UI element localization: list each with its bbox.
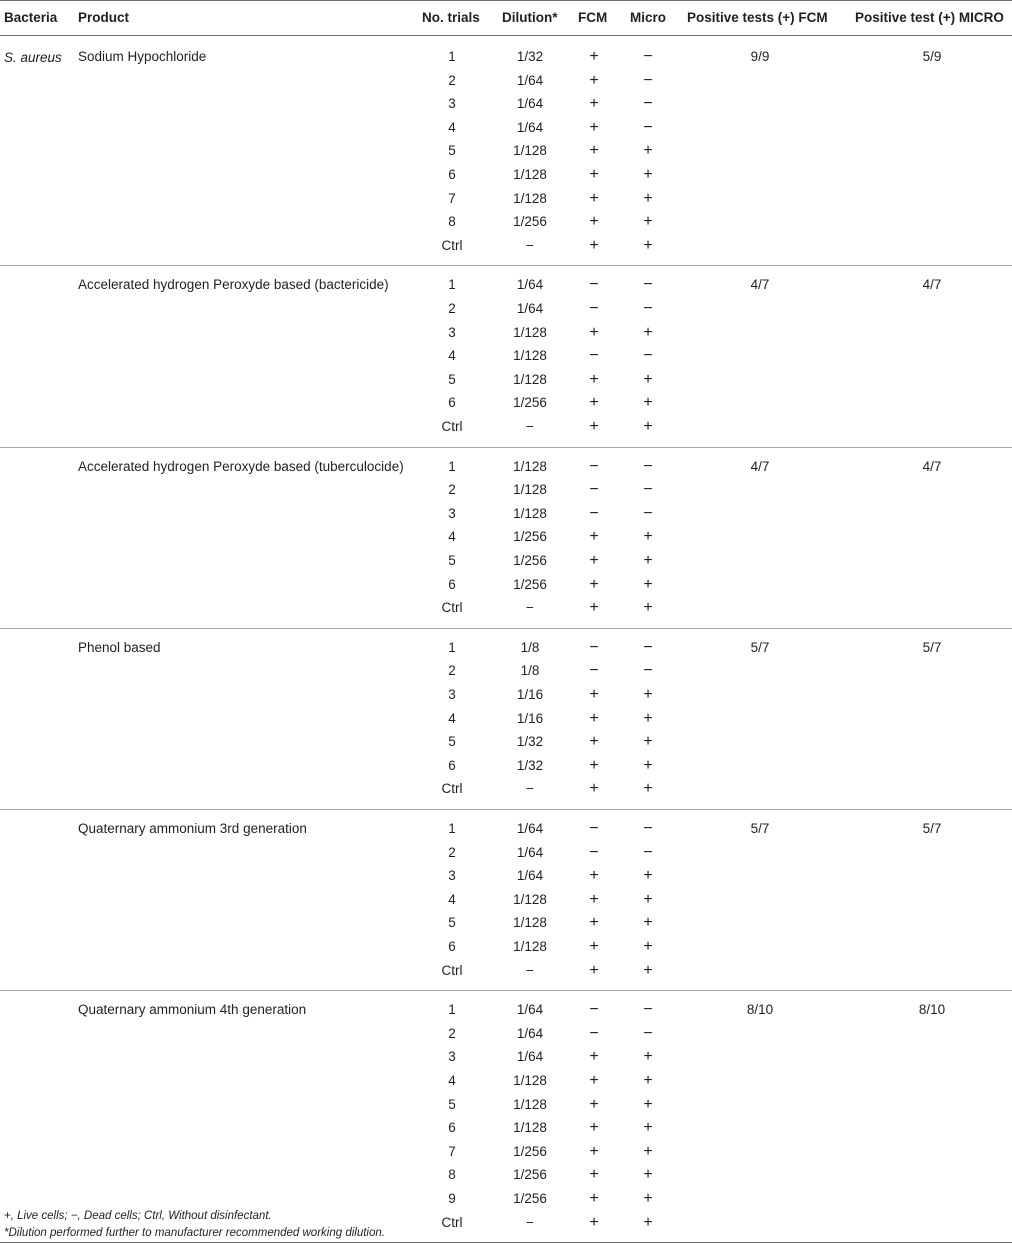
table-row [0,819,1012,843]
micro-result: + [643,1166,653,1184]
trial-number: 1 [448,821,456,836]
dilution-value: 1/64 [516,96,544,112]
fcm-result: − [589,299,599,317]
table-row [0,961,1012,985]
positive-micro: 4/7 [922,277,942,293]
fcm-result: + [589,575,599,593]
product-name: Accelerated hydrogen Peroxyde based (bactericide) [78,277,389,293]
table-row [0,779,1012,803]
micro-result: + [643,1048,653,1066]
table-row [0,890,1012,914]
table-row [0,236,1012,260]
table-row [0,937,1012,961]
table-row [0,1142,1012,1166]
trial-number: 5 [448,1096,456,1112]
trial-number: Ctrl [441,1214,463,1230]
header-bacteria: Bacteria [4,10,58,25]
table-row [0,212,1012,236]
micro-result: + [643,780,653,798]
positive-fcm: 9/9 [750,49,770,64]
micro-result: + [643,1071,653,1089]
dilution-value: − [526,1214,534,1230]
micro-result: + [643,528,653,546]
trial-number: 5 [448,915,456,931]
trial-number: 2 [448,72,456,88]
micro-result: − [643,48,653,65]
dilution-value: 1/64 [516,1002,544,1018]
trial-number: 5 [448,143,456,159]
fcm-result: − [589,820,599,837]
header-fcm: FCM [578,10,608,25]
dilution-value: 1/32 [516,757,544,773]
footnote-legend: +, Live cells; −, Dead cells; Ctrl, Without disinfectant. [4,1210,272,1222]
positive-fcm: 4/7 [750,277,770,293]
table-row [0,598,1012,622]
fcm-result: − [589,481,599,499]
product-name: Phenol based [78,639,161,655]
dilution-value: 1/64 [516,821,544,836]
dilution-value: 1/128 [513,167,547,182]
table-row [0,551,1012,575]
trial-number: 2 [448,844,456,860]
micro-result: + [643,370,653,388]
micro-result: − [643,481,653,499]
fcm-result: + [589,528,599,546]
header-positive-micro: Positive test (+) MICRO [855,10,1004,25]
dilution-value: 1/128 [513,505,547,521]
fcm-result: + [589,551,599,569]
trial-number: 3 [448,686,456,702]
micro-result: + [643,1142,653,1160]
product-group [0,266,1012,447]
fcm-result: + [589,236,599,254]
fcm-result: + [589,867,599,885]
dilution-value: 1/64 [516,119,544,135]
fcm-result: + [589,1142,599,1160]
fcm-result: + [589,1071,599,1089]
dilution-value: 1/128 [513,143,547,159]
dilution-value: 1/64 [516,1049,544,1065]
trial-number: 4 [448,710,456,726]
dilution-value: 1/8 [520,639,540,655]
trial-number: 4 [448,1072,456,1088]
fcm-result: + [589,685,599,703]
table-row [0,94,1012,118]
dilution-value: 1/64 [516,1025,544,1041]
trial-number: 9 [448,1190,456,1206]
header-positive-fcm: Positive tests (+) FCM [687,10,828,25]
fcm-result: + [589,142,599,160]
trial-number: 5 [448,371,456,387]
dilution-value: 1/8 [520,663,540,679]
table-row [0,299,1012,323]
table-row [0,575,1012,599]
table-row [0,913,1012,937]
product-group [0,38,1012,266]
micro-result: − [643,843,653,861]
micro-result: − [643,1001,653,1019]
micro-result: + [643,213,653,231]
fcm-result: + [589,1166,599,1184]
trial-number: 2 [448,482,456,498]
fcm-result: + [589,166,599,183]
table-row [0,47,1012,71]
fcm-result: − [589,662,599,680]
micro-result: − [643,662,653,680]
product-name: Accelerated hydrogen Peroxyde based (tuberculocide) [78,458,404,474]
micro-result: − [643,820,653,837]
fcm-result: + [589,914,599,932]
micro-result: + [643,914,653,932]
trial-number: 7 [448,190,456,206]
trial-number: 4 [448,529,456,545]
header-product: Product [78,10,130,25]
trial-number: 7 [448,1143,456,1159]
micro-result: + [643,1213,653,1231]
trial-number: 6 [448,167,456,182]
trial-number: 6 [448,395,456,411]
header-micro: Micro [630,10,667,25]
micro-result: + [643,890,653,908]
table-row [0,866,1012,890]
bacteria-name: S. aureus [4,50,62,65]
fcm-result: + [589,599,599,617]
positive-fcm: 4/7 [750,458,770,474]
positive-micro: 4/7 [922,458,942,474]
fcm-result: + [589,95,599,113]
fcm-result: − [589,276,599,294]
table-row [0,504,1012,528]
micro-result: + [643,142,653,160]
dilution-value: − [526,237,534,253]
dilution-value: 1/128 [513,939,547,954]
trial-number: 3 [448,1049,456,1065]
trial-number: 3 [448,324,456,340]
trial-number: 6 [448,757,456,773]
product-name: Sodium Hypochloride [78,49,207,64]
trial-number: 1 [448,277,456,293]
micro-result: − [643,118,653,136]
trial-number: 2 [448,300,456,316]
dilution-value: 1/128 [513,1096,547,1112]
micro-result: + [643,756,653,774]
table-row [0,417,1012,441]
trial-number: Ctrl [441,418,463,434]
table-row [0,1071,1012,1095]
fcm-result: + [589,323,599,341]
table-row [0,165,1012,189]
micro-result: − [643,71,653,89]
table-row [0,480,1012,504]
micro-result: + [643,709,653,727]
footnote-dilution: *Dilution performed further to manufacturer recommended working dilution. [4,1227,385,1239]
micro-result: − [643,276,653,294]
fcm-result: + [589,1119,599,1137]
table-row [0,141,1012,165]
fcm-result: + [589,71,599,89]
micro-result: + [643,575,653,593]
dilution-value: 1/64 [516,844,544,860]
fcm-result: + [589,1095,599,1113]
dilution-value: 1/128 [513,190,547,206]
table-row [0,527,1012,551]
fcm-result: + [589,118,599,136]
dilution-value: 1/64 [516,72,544,88]
table-row [0,457,1012,481]
fcm-result: + [589,48,599,65]
micro-result: + [643,1119,653,1137]
micro-result: − [643,457,653,475]
trial-number: 4 [448,119,456,135]
table-row [0,1047,1012,1071]
micro-result: + [643,236,653,254]
dilution-value: 1/128 [513,324,547,340]
product-group [0,991,1012,1243]
dilution-value: 1/256 [513,214,547,230]
header-trials: No. trials [422,10,480,25]
fcm-result: + [589,1048,599,1066]
trial-number: 2 [448,663,456,679]
trial-number: 1 [448,458,456,474]
fcm-result: + [589,213,599,231]
table-row [0,1165,1012,1189]
dilution-value: 1/128 [513,371,547,387]
fcm-result: − [589,504,599,522]
fcm-result: − [589,1001,599,1019]
trial-number: 3 [448,868,456,884]
dilution-value: − [526,418,534,434]
trial-number: 4 [448,891,456,907]
table-row [0,71,1012,95]
trial-number: Ctrl [441,237,463,253]
table-row [0,275,1012,299]
dilution-value: 1/128 [513,458,547,474]
micro-result: + [643,166,653,183]
positive-micro: 5/7 [922,639,942,655]
dilution-value: 1/32 [516,734,544,750]
product-name: Quaternary ammonium 3rd generation [78,821,307,836]
dilution-value: 1/256 [513,576,547,592]
table-row [0,118,1012,142]
dilution-value: 1/128 [513,482,547,498]
table-row [0,685,1012,709]
table-row [0,661,1012,685]
table-row [0,370,1012,394]
dilution-value: 1/256 [513,552,547,568]
dilution-value: 1/128 [513,1072,547,1088]
table-row [0,1118,1012,1142]
table-header [0,0,1012,36]
micro-result: + [643,685,653,703]
positive-fcm: 8/10 [746,1002,774,1018]
micro-result: + [643,1189,653,1207]
table-row [0,732,1012,756]
trial-number: Ctrl [441,600,463,616]
micro-result: + [643,394,653,412]
micro-result: − [643,1024,653,1042]
dilution-value: 1/64 [516,300,544,316]
trial-number: 8 [448,1167,456,1183]
micro-result: − [643,347,653,365]
table-row [0,1024,1012,1048]
fcm-result: + [589,733,599,751]
table-row [0,189,1012,213]
table-row [0,638,1012,662]
fcm-result: + [589,780,599,798]
positive-fcm: 5/7 [750,639,770,655]
trial-number: 6 [448,576,456,592]
product-group [0,448,1012,629]
positive-micro: 8/10 [918,1002,946,1018]
dilution-value: 1/64 [516,868,544,884]
dilution-value: 1/256 [513,529,547,545]
fcm-result: + [589,938,599,955]
dilution-value: 1/32 [516,49,544,64]
positive-micro: 5/7 [922,821,942,836]
dilution-value: 1/256 [513,1190,547,1206]
fcm-result: + [589,1189,599,1207]
micro-result: + [643,323,653,341]
micro-result: − [643,638,653,656]
fcm-result: + [589,394,599,412]
trial-number: 2 [448,1025,456,1041]
fcm-result: − [589,347,599,365]
trial-number: Ctrl [441,962,463,978]
micro-result: + [643,961,653,979]
positive-fcm: 5/7 [750,821,770,836]
fcm-result: − [589,457,599,475]
micro-result: + [643,551,653,569]
micro-result: + [643,1095,653,1113]
dilution-value: − [526,962,534,978]
product-group [0,629,1012,810]
fcm-result: − [589,1024,599,1042]
table-row [0,843,1012,867]
trial-number: Ctrl [441,781,463,797]
trial-number: 6 [448,939,456,954]
trial-number: 4 [448,348,456,364]
fcm-result: + [589,961,599,979]
micro-result: − [643,504,653,522]
dilution-value: 1/256 [513,395,547,411]
product-name: Quaternary ammonium 4th generation [78,1002,307,1018]
fcm-result: + [589,890,599,908]
fcm-result: + [589,756,599,774]
table-row [0,346,1012,370]
dilution-value: − [526,600,534,616]
dilution-value: 1/256 [513,1143,547,1159]
fcm-result: − [589,843,599,861]
positive-micro: 5/9 [922,49,942,64]
dilution-value: − [526,781,534,797]
dilution-value: 1/128 [513,915,547,931]
micro-result: − [643,95,653,113]
table-row [0,393,1012,417]
fcm-result: − [589,638,599,656]
trial-number: 1 [448,639,456,655]
dilution-value: 1/128 [513,348,547,364]
micro-result: + [643,189,653,207]
micro-result: + [643,417,653,435]
trial-number: 5 [448,734,456,750]
fcm-result: + [589,370,599,388]
fcm-result: + [589,189,599,207]
micro-result: + [643,733,653,751]
dilution-value: 1/128 [513,1120,547,1136]
header-dilution: Dilution* [502,10,558,25]
dilution-value: 1/16 [516,686,544,702]
trial-number: 6 [448,1120,456,1136]
micro-result: + [643,938,653,955]
trial-number: 1 [448,49,456,64]
trial-number: 1 [448,1002,456,1018]
table-row [0,1095,1012,1119]
product-group [0,810,1012,991]
dilution-value: 1/128 [513,891,547,907]
table-footnotes [4,1208,385,1242]
dilution-value: 1/64 [516,277,544,293]
table-row [0,709,1012,733]
micro-result: + [643,867,653,885]
fcm-result: + [589,417,599,435]
fcm-result: + [589,1213,599,1231]
table-row [0,1000,1012,1024]
micro-result: + [643,599,653,617]
trial-number: 8 [448,214,456,230]
trial-number: 5 [448,552,456,568]
micro-result: − [643,299,653,317]
fcm-result: + [589,709,599,727]
table-row [0,323,1012,347]
trial-number: 3 [448,505,456,521]
dilution-value: 1/16 [516,710,544,726]
dilution-value: 1/256 [513,1167,547,1183]
table-row [0,756,1012,780]
trial-number: 3 [448,96,456,112]
